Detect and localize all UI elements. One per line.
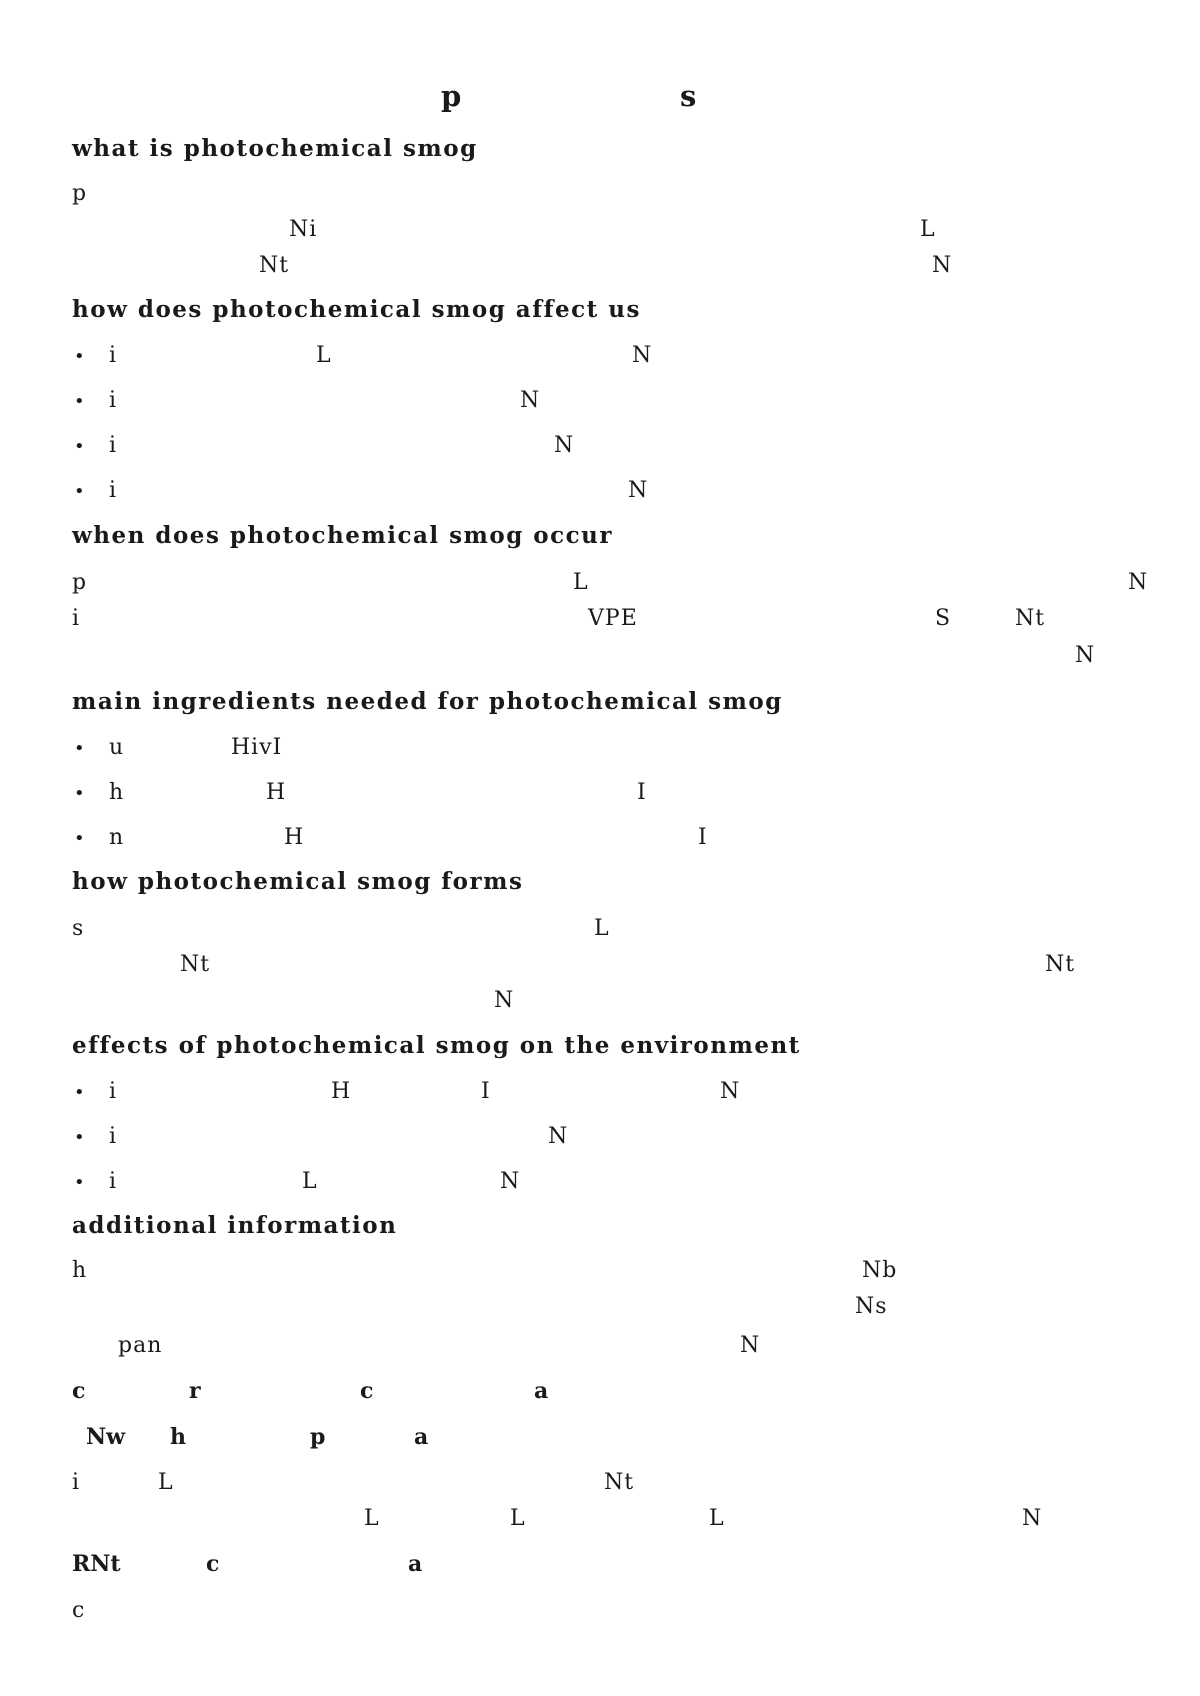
body-text: L [573, 570, 589, 595]
bullet-marker: • [74, 436, 85, 457]
list-item-text: u [109, 735, 125, 760]
body-text: L [594, 916, 610, 941]
list-item-text: n [109, 825, 125, 850]
body-text: Ni [289, 217, 318, 242]
list-item-text: N [520, 388, 541, 413]
body-text: Nt [259, 253, 290, 278]
body-text: L [920, 217, 936, 242]
list-item-text: L [302, 1169, 318, 1194]
reference-text: a [408, 1551, 423, 1577]
list-item-text: I [698, 825, 708, 850]
list-item-text: h [109, 780, 125, 805]
body-text: pan [118, 1333, 163, 1358]
bullet-marker: • [74, 1082, 85, 1103]
reference-text: c [206, 1551, 220, 1577]
bullet-marker: • [74, 783, 85, 804]
bullet-marker: • [74, 828, 85, 849]
reference-text: L [709, 1506, 725, 1531]
section-heading: how does photochemical smog affect us [72, 296, 641, 323]
list-item-text: N [628, 478, 649, 503]
body-text: N [740, 1333, 761, 1358]
list-item-text: i [109, 1124, 118, 1149]
reference-text: h [170, 1424, 186, 1450]
bullet-marker: • [74, 1172, 85, 1193]
section-heading: what is photochemical smog [72, 135, 478, 162]
body-text: VPE [588, 606, 638, 631]
list-item-text: I [481, 1079, 491, 1104]
list-item-text: N [500, 1169, 521, 1194]
list-item-text: N [554, 433, 575, 458]
body-text: s [72, 916, 85, 941]
list-item-text: L [316, 343, 332, 368]
reference-text: p [310, 1424, 326, 1450]
reference-text: c [360, 1378, 374, 1404]
section-heading: how photochemical smog forms [72, 868, 524, 895]
list-item-text: H [284, 825, 305, 850]
list-item-text: i [109, 433, 118, 458]
bullet-marker: • [74, 481, 85, 502]
reference-text: a [414, 1424, 429, 1450]
section-heading: main ingredients needed for photochemical smog [72, 688, 783, 715]
reference-text: i [72, 1470, 81, 1495]
reference-text: c [72, 1378, 86, 1404]
list-item-text: i [109, 478, 118, 503]
body-text: Nt [1015, 606, 1046, 631]
bullet-marker: • [74, 391, 85, 412]
reference-text: c [72, 1598, 86, 1623]
list-item-text: i [109, 1169, 118, 1194]
reference-text: RNt [72, 1551, 121, 1577]
body-text: Nb [862, 1258, 898, 1283]
section-heading: effects of photochemical smog on the environment [72, 1032, 801, 1059]
body-text: S [935, 606, 952, 631]
section-heading: additional information [72, 1212, 398, 1239]
reference-text: r [189, 1378, 201, 1404]
reference-text: Nt [604, 1470, 635, 1495]
body-text: N [932, 253, 953, 278]
body-text: p [72, 570, 88, 595]
bullet-marker: • [74, 346, 85, 367]
body-text: p [72, 181, 88, 206]
bullet-marker: • [74, 1127, 85, 1148]
list-item-text: H [331, 1079, 352, 1104]
bullet-marker: • [74, 738, 85, 759]
list-item-text: H [266, 780, 287, 805]
body-text: Nt [180, 952, 211, 977]
list-item-text: i [109, 1079, 118, 1104]
reference-text: a [534, 1378, 549, 1404]
reference-text: L [364, 1506, 380, 1531]
list-item-text: I [637, 780, 647, 805]
list-item-text: N [632, 343, 653, 368]
section-heading: when does photochemical smog occur [72, 522, 613, 549]
reference-text: L [510, 1506, 526, 1531]
body-text: N [1128, 570, 1149, 595]
body-text: h [72, 1258, 88, 1283]
title-fragment: s [680, 79, 697, 113]
body-text: N [1075, 643, 1096, 668]
body-text: Ns [855, 1294, 888, 1319]
list-item-text: N [720, 1079, 741, 1104]
list-item-text: i [109, 388, 118, 413]
list-item-text: N [548, 1124, 569, 1149]
title-fragment: p [441, 79, 462, 113]
reference-text: N [1022, 1506, 1043, 1531]
list-item-text: HivI [231, 735, 283, 760]
body-text: Nt [1045, 952, 1076, 977]
reference-text: Nw [86, 1424, 126, 1450]
reference-text: L [158, 1470, 174, 1495]
body-text: N [494, 988, 515, 1013]
list-item-text: i [109, 343, 118, 368]
body-text: i [72, 606, 81, 631]
